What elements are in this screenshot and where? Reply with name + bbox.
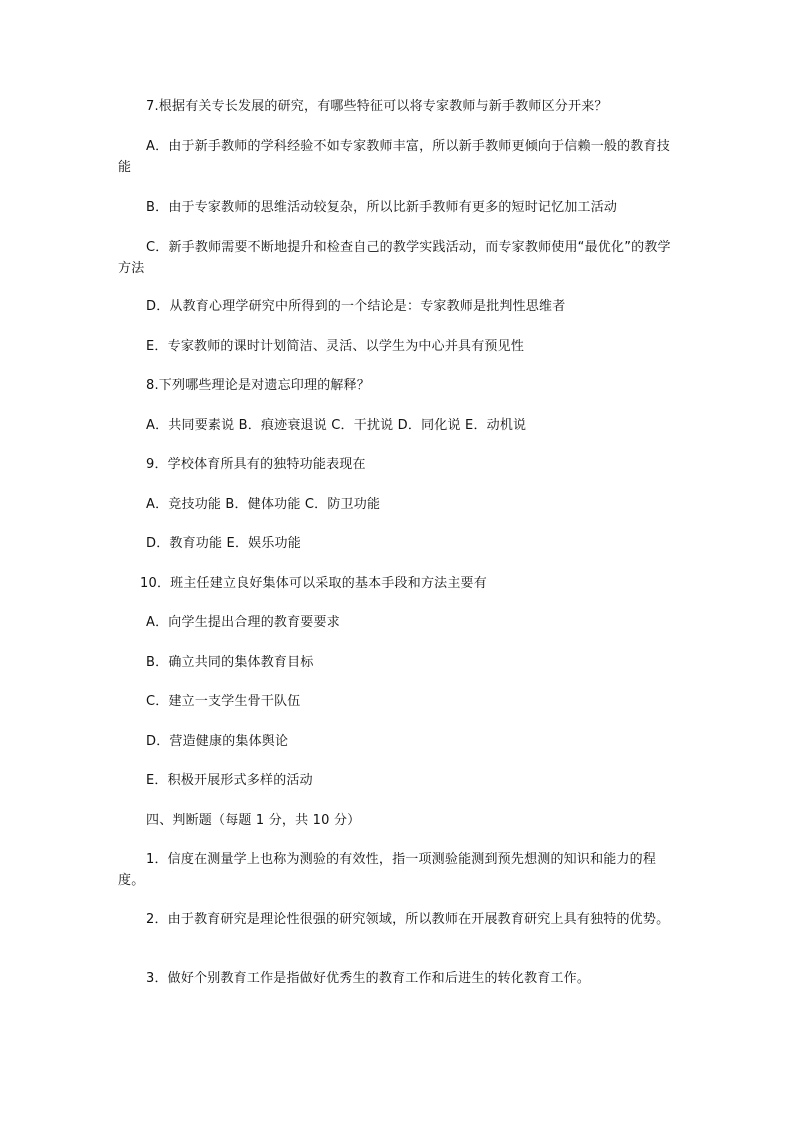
- section-heading-text: 四、判断题（每题 1 分，共 10 分）: [146, 813, 361, 828]
- question-10-text: 10．班主任建立良好集体可以采取的基本手段和方法主要有: [140, 576, 487, 591]
- option-7d: [118, 296, 678, 317]
- option-10a-text: A．向学生提出合理的教育要要求: [146, 615, 340, 630]
- tf-question-2: [118, 909, 678, 930]
- option-10d-text: D．营造健康的集体舆论: [146, 734, 289, 749]
- option-7e-text: E．专家教师的课时计划简洁、灵活、以学生为中心并具有预见性: [146, 339, 525, 354]
- options-9-de-text: D．教育功能 E．娱乐功能: [146, 536, 301, 551]
- question-9-text: 9．学校体育所具有的独特功能表现在: [146, 457, 366, 472]
- option-7b: [118, 197, 678, 218]
- option-7a: [118, 136, 678, 178]
- question-7-text: 7.根据有关专长发展的研究，有哪些特征可以将专家教师与新手教师区分开来？: [146, 99, 608, 114]
- option-10e-text: E．积极开展形式多样的活动: [146, 773, 313, 788]
- tf-question-2-text: 2．由于教育研究是理论性很强的研究领域，所以教师在开展教育研究上具有独特的优势。: [146, 912, 670, 927]
- tf-question-1: [118, 849, 678, 891]
- option-10b-text: B．确立共同的集体教育目标: [146, 655, 314, 670]
- tf-question-1-text: 1．信度在测量学上也称为测验的有效性，指一项测验能测到预先想测的知识和能力的程度。: [118, 852, 657, 888]
- options-8-text: A．共同要素说 B．痕迹衰退说 C．干扰说 D．同化说 E．动机说: [146, 418, 527, 433]
- question-8: [118, 375, 678, 396]
- options-8: [118, 415, 678, 436]
- option-7d-text: D．从教育心理学研究中所得到的一个结论是：专家教师是批判性思维者: [146, 299, 566, 314]
- option-7e: [118, 336, 678, 357]
- option-7c: [118, 237, 678, 279]
- tf-question-3-text: 3．做好个别教育工作是指做好优秀生的教育工作和后进生的转化教育工作。: [146, 971, 591, 986]
- option-10e: [118, 770, 678, 791]
- options-9-abc: [118, 494, 678, 515]
- option-10d: [118, 731, 678, 752]
- option-7b-text: B．由于专家教师的思维活动较复杂，所以比新手教师有更多的短时记忆加工活动: [146, 200, 618, 215]
- option-10a: [118, 612, 678, 633]
- question-9: [118, 454, 678, 475]
- option-10b: [118, 652, 678, 673]
- option-10c: [118, 691, 678, 712]
- options-9-abc-text: A．竞技功能 B．健体功能 C．防卫功能: [146, 497, 381, 512]
- question-8-text: 8.下列哪些理论是对遗忘印理的解释？: [146, 378, 371, 393]
- question-10: [118, 573, 678, 594]
- option-7a-text: A．由于新手教师的学科经验不如专家教师丰富，所以新手教师更倾向于信赖一般的教育技能: [118, 139, 670, 175]
- tf-question-3: [118, 968, 678, 989]
- question-7: [118, 96, 678, 117]
- options-9-de: [118, 533, 678, 554]
- section-heading-true-false: [118, 810, 678, 831]
- option-10c-text: C．建立一支学生骨干队伍: [146, 694, 301, 709]
- option-7c-text: C．新手教师需要不断地提升和检查自己的教学实践活动，而专家教师使用“最优化”的教学方法: [118, 240, 671, 276]
